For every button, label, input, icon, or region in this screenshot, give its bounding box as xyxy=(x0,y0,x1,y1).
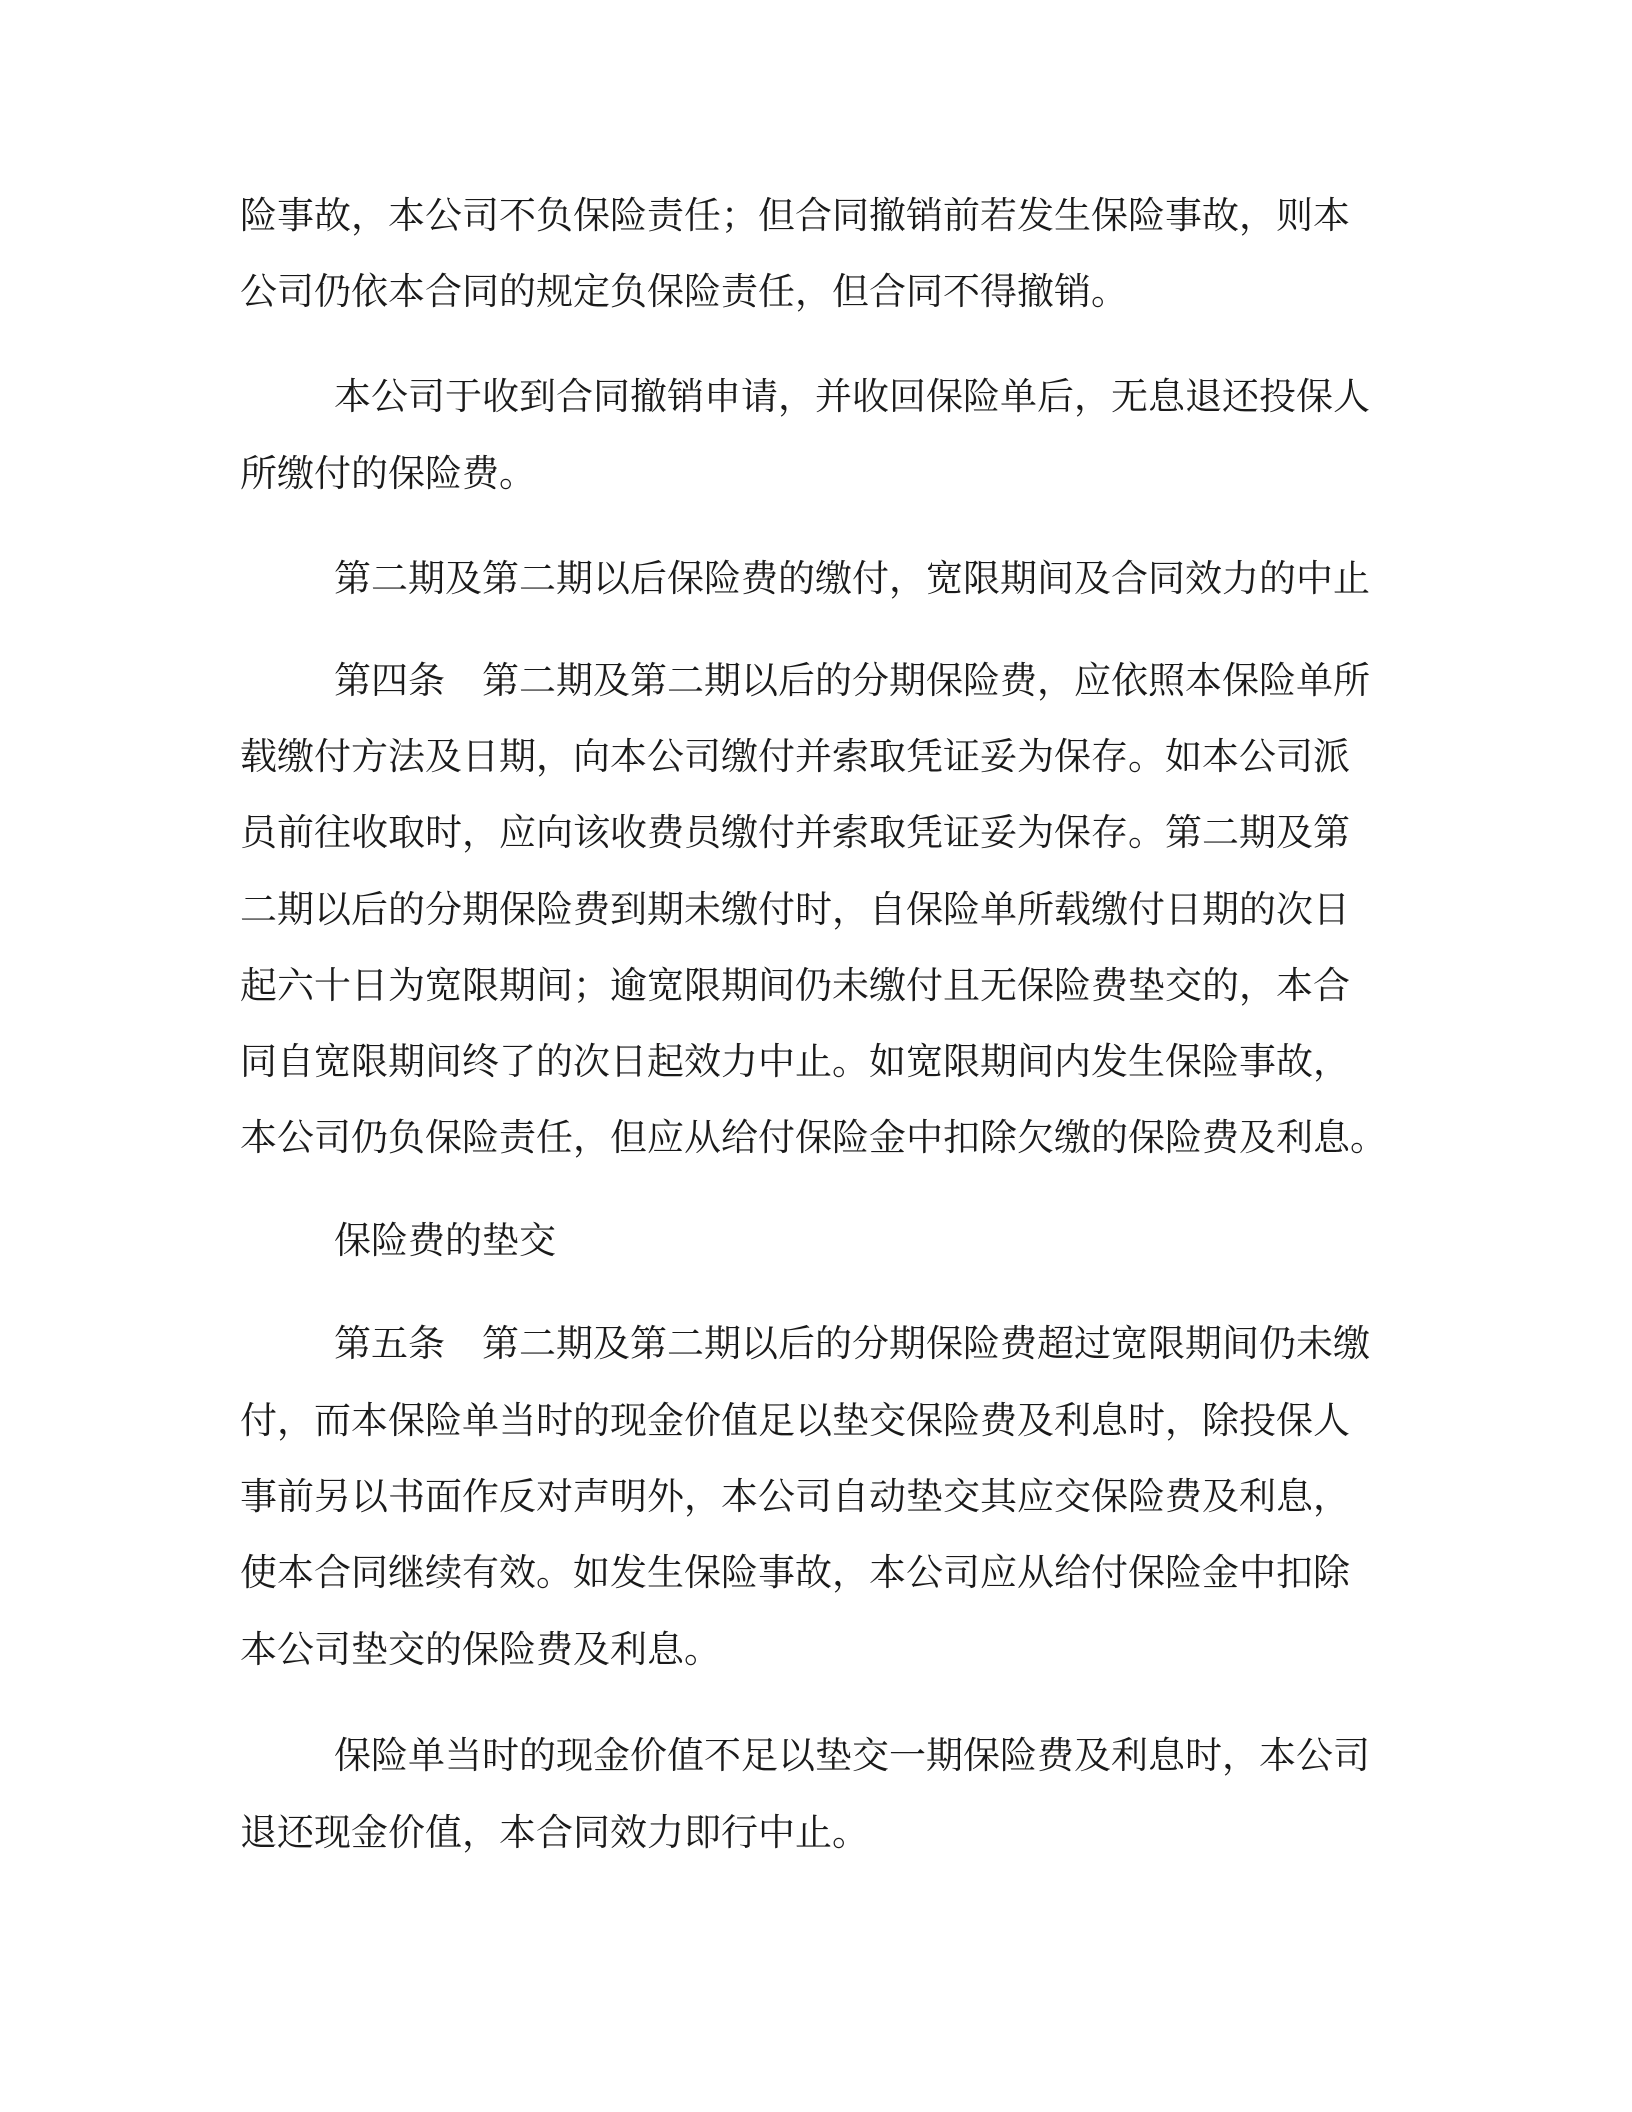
text-line: 公司仍依本合同的规定负保险责任，但合同不得撤销。 xyxy=(240,270,1128,313)
text-line: 付，而本保险单当时的现金价值足以垫交保险费及利息时，除投保人 xyxy=(240,1399,1350,1442)
text-line: 险事故，本公司不负保险责任；但合同撤销前若发生保险事故，则本 xyxy=(240,194,1350,237)
text-line: 本公司仍负保险责任，但应从给付保险金中扣除欠缴的保险费及利息。 xyxy=(240,1116,1387,1159)
text-line: 本公司垫交的保险费及利息。 xyxy=(240,1628,721,1671)
text-line: 起六十日为宽限期间；逾宽限期间仍未缴付且无保险费垫交的，本合 xyxy=(240,964,1350,1007)
text-line: 第四条 第二期及第二期以后的分期保险费，应依照本保险单所 xyxy=(334,659,1370,702)
text-line: 二期以后的分期保险费到期未缴付时，自保险单所载缴付日期的次日 xyxy=(240,888,1350,931)
text-line: 员前往收取时，应向该收费员缴付并索取凭证妥为保存。第二期及第 xyxy=(240,811,1350,854)
text-line: 退还现金价值，本合同效力即行中止。 xyxy=(240,1811,869,1854)
text-line: 使本合同继续有效。如发生保险事故，本公司应从给付保险金中扣除 xyxy=(240,1551,1350,1594)
text-line: 保险单当时的现金价值不足以垫交一期保险费及利息时，本公司 xyxy=(334,1734,1370,1777)
section-heading: 保险费的垫交 xyxy=(334,1219,556,1262)
text-line: 第五条 第二期及第二期以后的分期保险费超过宽限期间仍未缴 xyxy=(334,1322,1370,1365)
text-line: 同自宽限期间终了的次日起效力中止。如宽限期间内发生保险事故， xyxy=(240,1040,1350,1083)
text-line: 事前另以书面作反对声明外，本公司自动垫交其应交保险费及利息， xyxy=(240,1475,1350,1518)
text-line: 载缴付方法及日期，向本公司缴付并索取凭证妥为保存。如本公司派 xyxy=(240,735,1350,778)
text-line: 所缴付的保险费。 xyxy=(240,452,536,495)
section-heading: 第二期及第二期以后保险费的缴付，宽限期间及合同效力的中止 xyxy=(334,557,1370,600)
text-line: 本公司于收到合同撤销申请，并收回保险单后，无息退还投保人 xyxy=(334,375,1370,418)
